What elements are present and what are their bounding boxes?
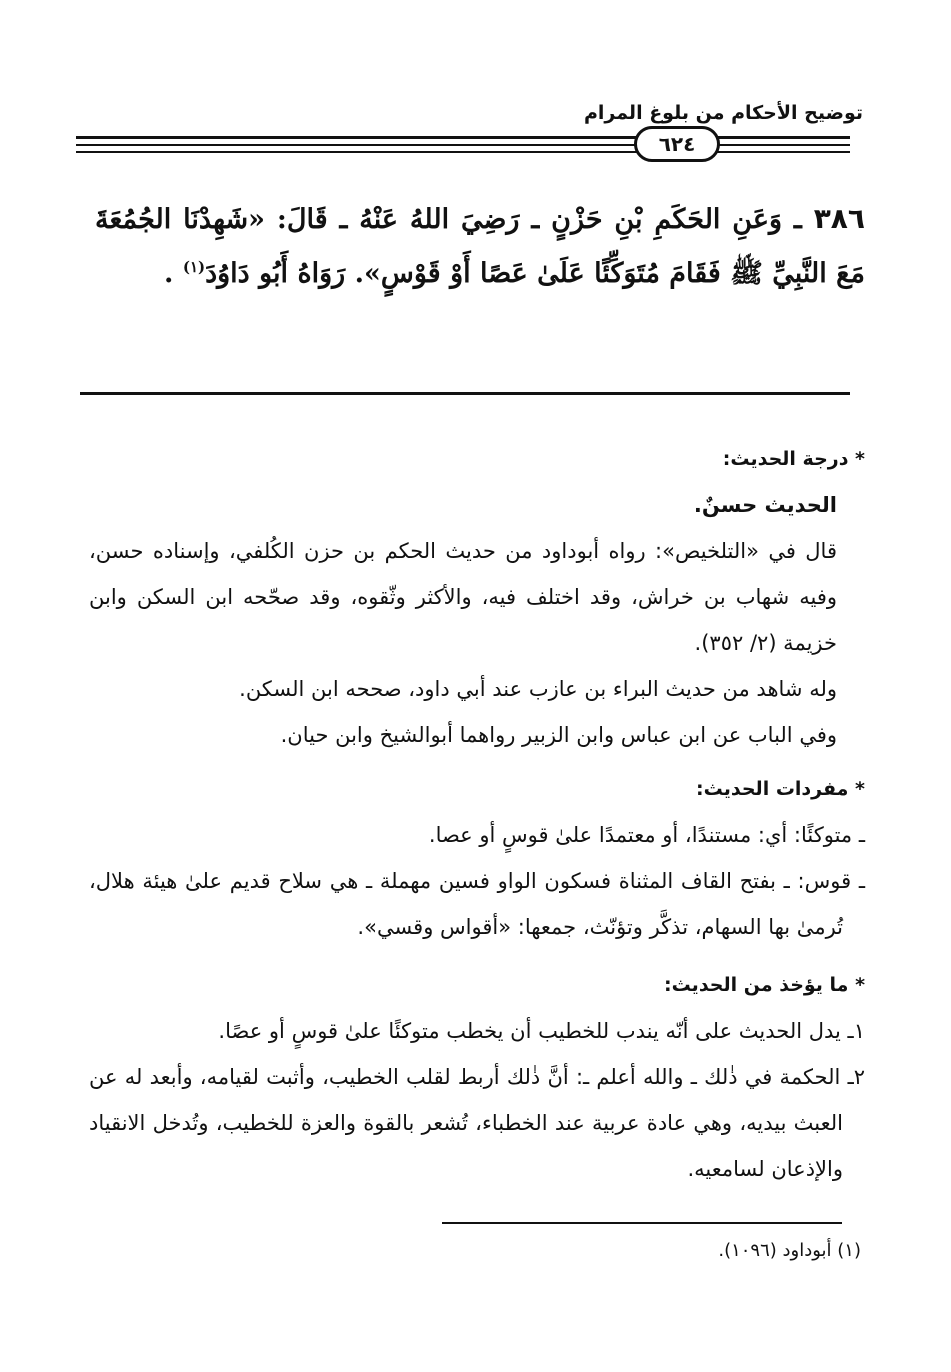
vocab-heading: * مفردات الحديث: — [696, 778, 865, 800]
hadith-body: ـ وَعَنِ الحَكَمِ بْنِ حَزْنٍ ـ رَضِيَ اللهُ عَنْهُ ـ قَالَ: «شَهِدْنَا الجُمُعَةَ مَعَ النَّبِيِّ ﷺ فَقَامَ مُتَوَكِّئًا عَلَىٰ عَصًا أَوْ قَوْسٍ». رَوَاهُ أَبُو دَاوُدَ — [95, 204, 865, 289]
vocab-item: ـ قوس: ـ بفتح القاف المثناة فسكون الواو فسين مهملة ـ هي سلاح قديم علىٰ هيئة هلال، تُرمىٰ بها السهام، تذكَّر وتؤنّث، جمعها: «أقواس وقسي». — [89, 869, 865, 939]
page-number: ٦٢٤ — [634, 126, 720, 162]
footnote: (١) أبوداود (١٠٩٦). — [718, 1240, 861, 1261]
lessons-section — [89, 962, 865, 1192]
running-title: توضيح الأحكام من بلوغ المرام — [583, 102, 863, 124]
grade-verdict: الحديث حسنٌ. — [693, 493, 837, 517]
hadith-text — [95, 192, 865, 301]
vocab-section — [89, 766, 865, 950]
grade-paragraph: وله شاهد من حديث البراء بن عازب عند أبي داود، صححه ابن السكن. — [239, 677, 837, 701]
lesson-item: ٢ـ الحكمة في ذٰلك ـ والله أعلم ـ: أنَّ ذٰلك أربط لقلب الخطيب، وأثبت لقيامه، وأبعد له عن العبث بيديه، وهي عادة عربية عند الخطباء، تُشعر بالقوة والعزة للخطيب، وتُدخل الانقياد والإذعان لسامعيه. — [89, 1065, 865, 1181]
grade-heading: * درجة الحديث: — [722, 448, 865, 470]
header-rule — [76, 136, 850, 139]
lesson-item: ١ـ يدل الحديث على أنّه يندب للخطيب أن يخطب متوكئًا علىٰ قوسٍ أو عصًا. — [218, 1019, 865, 1043]
hadith-end: . — [164, 258, 183, 289]
section-separator — [80, 392, 850, 395]
lessons-heading: * ما يؤخذ من الحديث: — [663, 974, 865, 996]
footnote-rule — [442, 1222, 842, 1224]
hadith-number: ٣٨٦ — [813, 202, 865, 235]
grade-paragraph: قال في «التلخيص»: رواه أبوداود من حديث الحكم بن حزن الكُلفي، وإسناده حسن، وفيه شهاب بن خراش، وقد اختلف فيه، والأكثر وثّقوه، وقد صحّحه ابن السكن وابن خزيمة (٢/ ٣٥٢). — [89, 539, 837, 655]
footnote-ref: (١) — [182, 258, 206, 276]
header-rule — [76, 144, 850, 146]
grade-paragraph: وفي الباب عن ابن عباس وابن الزبير رواهما أبوالشيخ وابن حيان. — [280, 723, 837, 747]
vocab-item: ـ متوكئًا: أي: مستندًا، أو معتمدًا علىٰ قوسٍ أو عصا. — [428, 823, 865, 847]
grade-section — [89, 436, 865, 758]
header-rule — [76, 151, 850, 153]
